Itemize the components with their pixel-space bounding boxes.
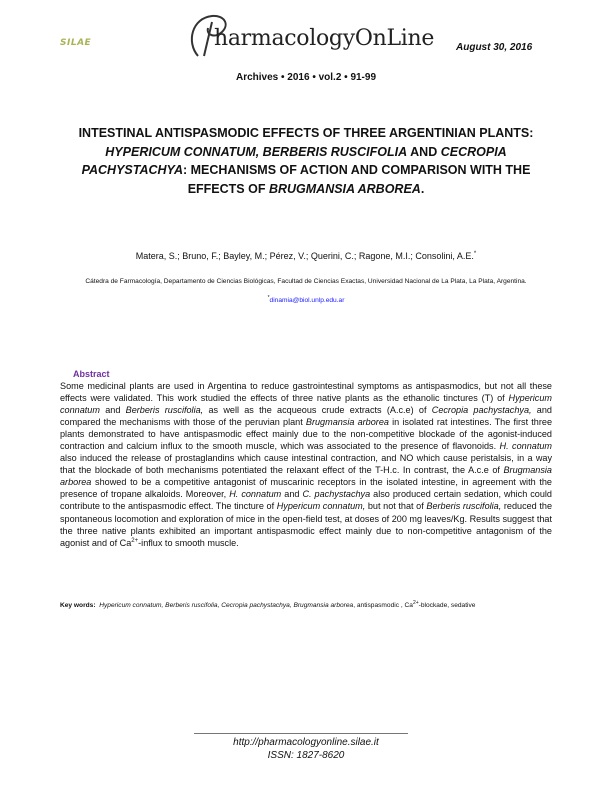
abstract-body: Some medicinal plants are used in Argentina to reduce gastrointestinal symptoms as antispasmodics, but not all these effects were validated. This work studied the effects of three native plants as the ethanolic tinctures (T) of Hypericum connatum and Berberis ruscifolia, as well as the acqueous crude extracts (A.c.e) of Cecropia pachystachya, and compared the mechanisms with those of the peruvian plant Brugmansia arborea in isolated rat intestines. The first three plants demonstrated to have antispasmodic effect mainly due to the non-competitive blockade of the agonist-induced contraction and calcium influx to the smooth muscle, which was associated to the presence of flavonoids. H. connatum also induced the release of prostaglandins which cause intestinal contraction, and NO which cause peristalsis, in a way that the blockade of both mechanisms potentiated the relaxant effect of the T-H.c. In contrast, the A.c.e of Brugmansia arborea showed to be a competitive antagonist of muscarinic receptors in the isolated intestine, in agreement with the presence of tropane alkaloids. Moreover, H. connatum and C. pachystachya also produced certain sedation, which could contribute to the antispasmodic effect. The tincture of Hypericum connatum, but not that of Berberis ruscifolia, reduced the spontaneous locomotion and exploration of mice in the open-field test, at doses of 200 mg leaves/Kg. Results suggest that the three native plants exhibited an important antispasmodic effect mainly due to non-competitive antagonism of the agonist and of $Ca^{2+}$-influx to smooth muscle. — [60, 381, 553, 548]
footer-url[interactable]: http://pharmacologyonline.silae.it — [233, 737, 379, 748]
archives-line: Archives • 2016 • vol.2 • 91-99 — [235, 72, 377, 83]
abstract-heading: Abstract — [73, 369, 110, 379]
email-link[interactable]: dinamia@biol.unlp.edu.ar — [269, 297, 345, 305]
silae-badge: SILAE — [60, 38, 92, 48]
footer-issn: ISSN: 1827-8620 — [267, 750, 345, 761]
authors: Matera, S.; Bruno, F.; Bayley, M.; Pérez, V.; Querini, C.; Ragone, M.I.; Consolini, A.E.* — [135, 251, 477, 261]
keywords: Key words: Hypericum connatum, Berberis ruscifolia, Cecropia pachystachya, Brugmansia arborea, antispasmodic , $Ca^{2+}$-blockade, sedative — [60, 600, 476, 610]
article-title: INTESTINAL ANTISPASMODIC EFFECTS OF THREE ARGENTINIAN PLANTS: HYPERICUM CONNATUM, BERBERIS RUSCIFOLIA AND CECROPIA PACHYSTACHYA: MECHANISMS OF ACTION AND COMPARISON WITH THE EFFECTS OF BRUGMANSIA ARBOREA. — [78, 126, 534, 196]
journal-logo-text: harmacologyOnLine — [214, 26, 435, 51]
issue-date: August 30, 2016 — [456, 42, 533, 53]
affiliation: Cátedra de Farmacología, Departamento de Ciencias Biológicas, Facultad de Ciencias Exactas, Universidad Nacional de La Plata, La Plata, Argentina. — [85, 278, 527, 285]
corresponding-email[interactable]: *dinamia@biol.unlp.edu.ar — [267, 295, 345, 305]
footer-divider — [194, 733, 408, 734]
